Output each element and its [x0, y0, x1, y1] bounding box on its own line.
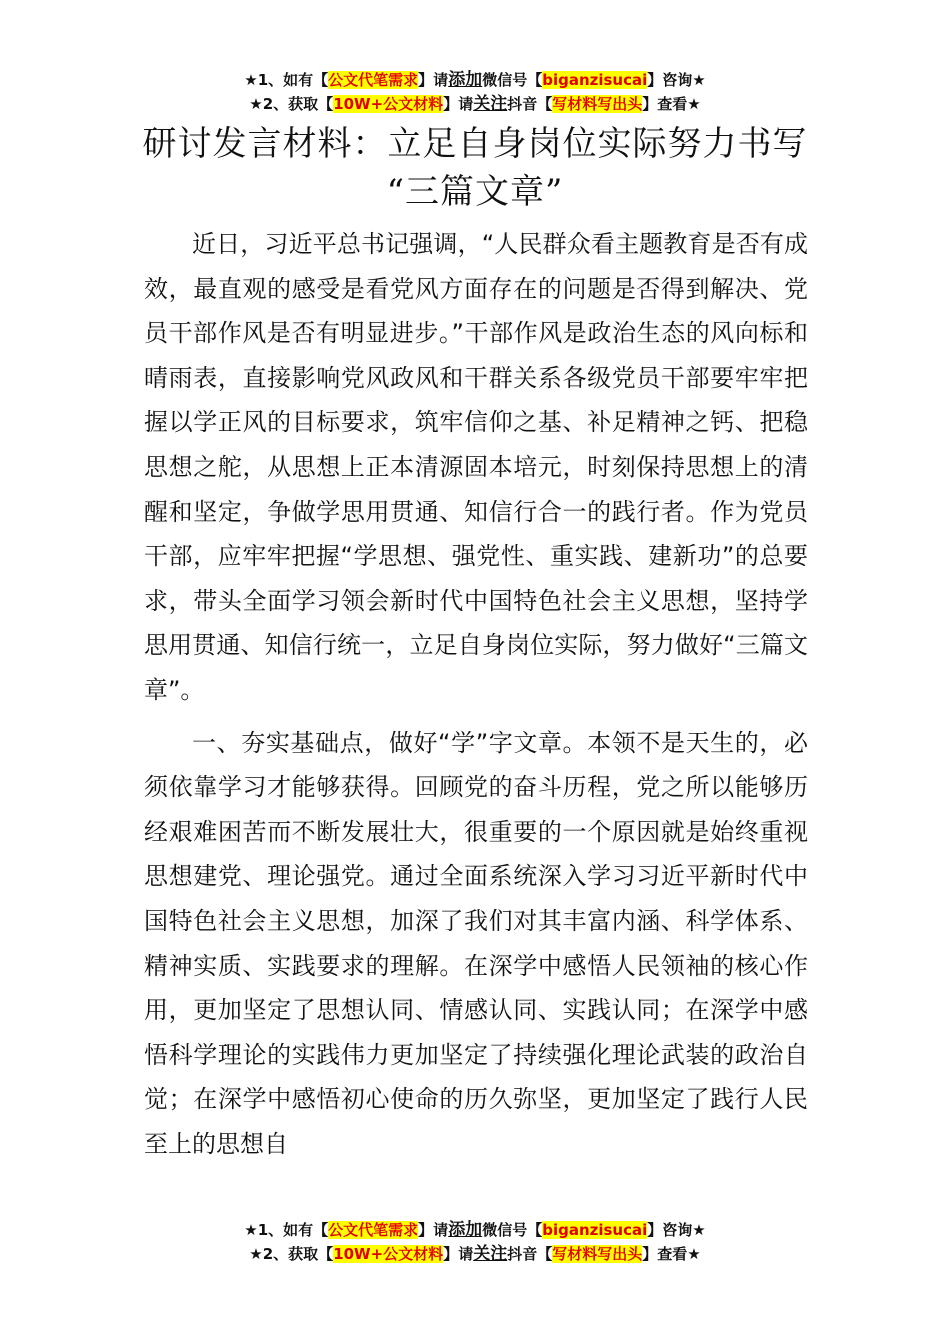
- banner-text: 】请: [443, 1245, 474, 1263]
- banner-highlight: biganzisucai: [542, 71, 648, 89]
- banner-text: 】咨询★: [647, 1221, 706, 1239]
- banner-line-2: [0, 1242, 950, 1266]
- title-line-2: “三篇文章”: [386, 172, 564, 212]
- footer-banner: [0, 1218, 950, 1266]
- banner-text: ★1、如有【: [244, 71, 329, 89]
- banner-highlight: 10W+公文材料: [333, 95, 444, 113]
- banner-text: 】请: [418, 1221, 449, 1239]
- title-line-1: 研讨发言材料：立足自身岗位实际努力书写: [142, 124, 808, 164]
- banner-text: 微信号【: [482, 71, 543, 89]
- banner-text: ★1、如有【: [244, 1221, 329, 1239]
- banner-line-1: [0, 1218, 950, 1242]
- banner-text: 】查看★: [642, 95, 701, 113]
- banner-text: 微信号【: [482, 1221, 543, 1239]
- banner-emphasis: 添加: [448, 70, 483, 90]
- document-body: [144, 222, 808, 1166]
- banner-highlight: 10W+公文材料: [333, 1245, 444, 1263]
- banner-highlight: 写材料写出头: [552, 95, 643, 113]
- paragraph-intro: 近日，习近平总书记强调，“人民群众看主题教育是否有成效，最直观的感受是看党风方面存在的问题是否得到解决、党员干部作风是否有明显进步。”干部作风是政治生态的风向标和晴雨表，直接影响党风政风和干群关系各级党员干部要牢牢把握以学正风的目标要求，筑牢信仰之基、补足精神之钙、把稳思想之舵，从思想上正本清源固本培元，时刻保持思想上的清醒和坚定，争做学思用贯通、知信行合一的践行者。作为党员干部，应牢牢把握“学思想、强党性、重实践、建新功”的总要求，带头全面学习领会新时代中国特色社会主义思想，坚持学思用贯通、知信行统一，立足自身岗位实际，努力做好“三篇文章”。: [144, 230, 808, 704]
- banner-line-2: [0, 92, 950, 116]
- banner-line-1: [0, 68, 950, 92]
- banner-text: 】请: [443, 95, 474, 113]
- banner-text: ★2、获取【: [249, 95, 334, 113]
- banner-emphasis: 关注: [473, 1244, 508, 1264]
- banner-text: ★2、获取【: [249, 1245, 334, 1263]
- banner-text: 】咨询★: [647, 71, 706, 89]
- banner-emphasis: 添加: [448, 1220, 483, 1240]
- banner-emphasis: 关注: [473, 94, 508, 114]
- banner-highlight: 公文代笔需求: [328, 71, 419, 89]
- banner-text: 抖音【: [507, 95, 553, 113]
- document-title: [100, 120, 850, 216]
- banner-text: 抖音【: [507, 1245, 553, 1263]
- paragraph-section-1: 一、夯实基础点，做好“学”字文章。本领不是天生的，必须依靠学习才能够获得。回顾党的奋斗历程，党之所以能够历经艰难困苦而不断发展壮大，很重要的一个原因就是始终重视思想建党、理论强党。通过全面系统深入学习习近平新时代中国特色社会主义思想，加深了我们对其丰富内涵、科学体系、精神实质、实践要求的理解。在深学中感悟人民领袖的核心作用，更加坚定了思想认同、情感认同、实践认同；在深学中感悟科学理论的实践伟力更加坚定了持续强化理论武装的政治自觉；在深学中感悟初心使命的历久弥坚，更加坚定了践行人民至上的思想自: [144, 728, 808, 1158]
- banner-highlight: 公文代笔需求: [328, 1221, 419, 1239]
- banner-text: 】查看★: [642, 1245, 701, 1263]
- banner-text: 】请: [418, 71, 449, 89]
- banner-highlight: 写材料写出头: [552, 1245, 643, 1263]
- header-banner: [0, 68, 950, 116]
- banner-highlight: biganzisucai: [542, 1221, 648, 1239]
